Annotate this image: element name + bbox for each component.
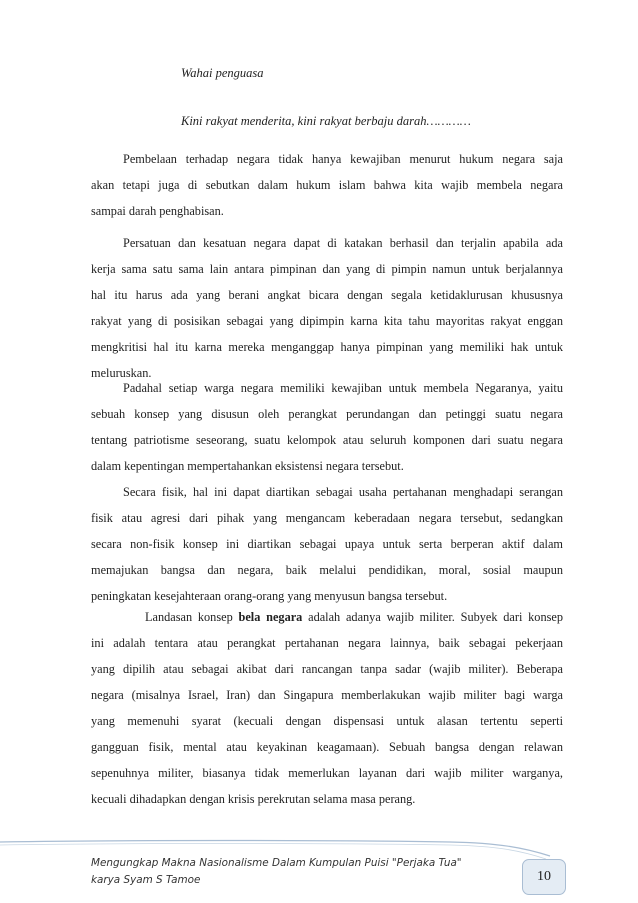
text-line: rakyat yang di posisikan sebagai yang dipimpin karna kita tahu mayoritas rakyat enggan [91,314,563,328]
text-run: adalah adanya wajib militer. Subyek dari konsep [302,610,563,624]
text-line: sampai darah penghabisan. [91,204,224,218]
footer-line: karya Syam S Tamoe [91,874,201,886]
text-line: Persatuan dan kesatuan negara dapat di katakan berhasil dan terjalin apabila ada [123,236,563,250]
text-line: gangguan fisik, mental atau keyakinan keagamaan). Sebuah bangsa dengan relawan [91,740,563,754]
text-line: kecuali dihadapkan dengan krisis perekrutan selama masa perang. [91,792,416,806]
page-number-badge [522,859,566,895]
text-line: Secara fisik, hal ini dapat diartikan sebagai usaha pertahanan menghadapi serangan [123,485,563,499]
footer-line: Mengungkap Makna Nasionalisme Dalam Kumpulan Puisi "Perjaka Tua" [91,857,462,869]
text-line: hal itu harus ada yang berani angkat bicara dengan segala ketidaklurusan khususnya [91,288,563,302]
footer-caption [91,855,511,889]
text-line: peningkatan kesejahteraan orang-orang yang menyusun bangsa tersebut. [91,589,448,603]
text-run: Landasan konsep [145,610,239,624]
text-line: secara non-fisik konsep ini diartikan sebagai upaya untuk serta berperan aktif dalam [91,537,563,551]
poem-line: Kini rakyat menderita, kini rakyat berbaju darah………… [181,114,471,128]
text-line: sebuah konsep yang disusun oleh perangkat perundangan dan petinggi suatu negara [91,407,563,421]
text-line: dalam kepentingan mempertahankan eksistensi negara tersebut. [91,459,404,473]
text-line: yang dipilih atau sebagai akibat dari rancangan tanpa sadar (wajib militer). Beberapa [91,662,563,676]
text-line: fisik atau agresi dari pihak yang mengancam keberadaan negara tersebut, sedangkan [91,511,563,525]
text-line: mengkritisi hal itu karna mereka menganggap hanya pimpinan yang memiliki hak untuk [91,340,563,354]
text-line: memajukan bangsa dan negara, baik melalui pendidikan, moral, sosial maupun [91,563,563,577]
text-line: Pembelaan terhadap negara tidak hanya kewajiban menurut hukum negara saja [123,152,563,166]
text-line: sepenuhnya militer, biasanya tidak memerlukan layanan dari wajib militer warganya, [91,766,563,780]
bold-term: bela negara [238,610,303,624]
text-line: ini adalah tentara atau perangkat pertahanan negara lainnya, baik sebagai pekerjaan [91,636,563,650]
text-line: akan tetapi juga di sebutkan dalam hukum islam bahwa kita wajib membela negara [91,178,563,192]
page-number: 10 [537,869,551,884]
text-line: kerja sama satu sama lain antara pimpinan dan yang di pimpin namun untuk berjalannya [91,262,563,276]
text-line: negara (misalnya Israel, Iran) dan Singapura memberlakukan wajib militer bagi warga [91,688,563,702]
text-line: meluruskan. [91,366,152,380]
text-line: tentang patriotisme seseorang, suatu kelompok atau seluruh komponen dari suatu negara [91,433,563,447]
text-line: yang memenuhi syarat (kecuali dengan dispensasi untuk alasan tertentu seperti [91,714,563,728]
text-line: Padahal setiap warga negara memiliki kewajiban untuk membela Negaranya, yaitu [123,381,563,395]
poem-line: Wahai penguasa [181,66,264,80]
